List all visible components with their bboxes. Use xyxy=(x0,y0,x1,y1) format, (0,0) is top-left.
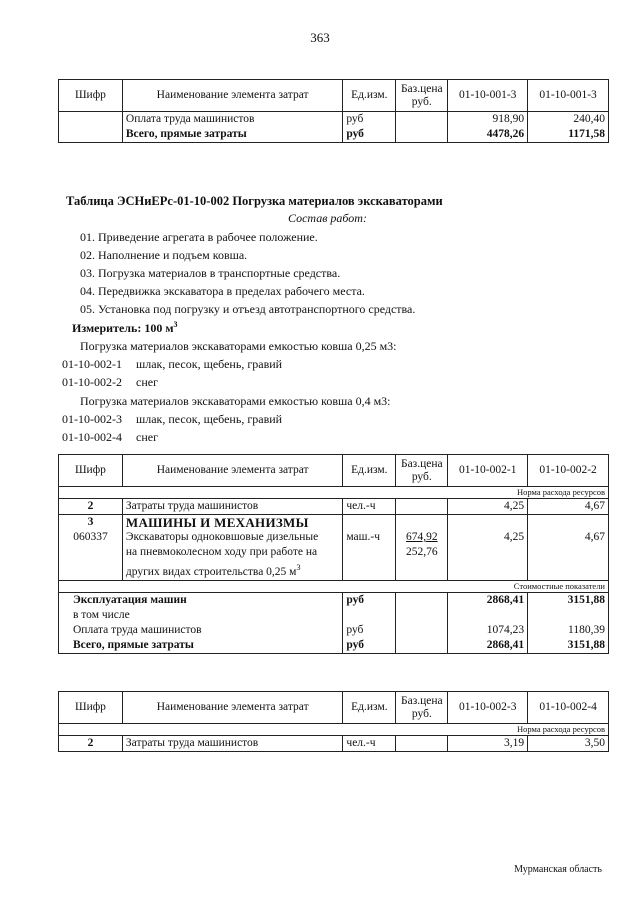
work-item: 05. Установка под погрузку и отъезд автотранспортного средства. xyxy=(80,302,416,316)
table-row: Всего, прямые затраты руб 2868,41 3151,88 xyxy=(59,638,609,654)
table-01-10-002-3-4 xyxy=(58,691,609,752)
header-col1: 01-10-002-1 xyxy=(448,455,528,487)
table-row: 3 МАШИНЫ И МЕХАНИЗМЫ xyxy=(59,515,609,531)
page-number: 363 xyxy=(310,30,330,45)
table-row: Эксплуатация машин руб 2868,41 3151,88 xyxy=(59,592,609,608)
work-item: 02. Наполнение и подъем ковша. xyxy=(80,248,248,262)
item-code: 01-10-002-2 xyxy=(62,375,122,389)
header-unit: Ед.изм. xyxy=(343,455,396,487)
header-col1: 01-10-002-3 xyxy=(448,692,528,724)
header-base-price: Баз.цена руб. xyxy=(396,455,448,487)
header-col2: 01-10-002-2 xyxy=(528,455,609,487)
table-row: Всего, прямые затраты руб 4478,26 1171,58 xyxy=(59,127,609,143)
table-row: 060337 Экскаваторы одноковшовые дизельные на пневмоколесном ходу при работе на других видах строительства 0,25 $м^3$ маш.-ч 674,92 252,76 4,25 4,67 xyxy=(59,530,609,580)
cost-label: Стоимостные показатели xyxy=(59,580,609,592)
header-col1: 01-10-001-3 xyxy=(448,80,528,112)
table-row: Оплата труда машинистов руб 918,90 240,40 xyxy=(59,112,609,128)
item-text: шлак, песок, щебень, гравий xyxy=(136,412,283,426)
item-text: снег xyxy=(136,375,158,389)
work-item: 01. Приведение агрегата в рабочее положение. xyxy=(80,230,318,244)
item-text: снег xyxy=(136,430,158,444)
machines-title: МАШИНЫ И МЕХАНИЗМЫ xyxy=(122,515,342,531)
footer-region: Мурманская область xyxy=(514,864,602,875)
section-title: Таблица ЭСНиЕРс-01-10-002 Погрузка материалов экскаваторами xyxy=(66,194,443,208)
table-01-10-002-1-2 xyxy=(58,454,609,654)
table-row: 2 Затраты труда машинистов чел.-ч 4,25 4,67 xyxy=(59,499,609,515)
item-text: шлак, песок, щебень, гравий xyxy=(136,357,283,371)
group-title: Погрузка материалов экскаваторами емкостью ковша 0,4 м3: xyxy=(80,394,391,408)
table-01-10-001 xyxy=(58,79,609,143)
header-code: Шифр xyxy=(59,692,123,724)
group-title: Погрузка материалов экскаваторами емкостью ковша 0,25 м3: xyxy=(80,339,397,353)
item-code: 01-10-002-4 xyxy=(62,430,122,444)
header-code: Шифр xyxy=(59,455,123,487)
item-code: 01-10-002-3 xyxy=(62,412,122,426)
work-item: 03. Погрузка материалов в транспортные средства. xyxy=(80,266,341,280)
header-unit: Ед.изм. xyxy=(343,692,396,724)
header-name: Наименование элемента затрат xyxy=(122,692,343,724)
meter: Измеритель: 100 $м^3$ xyxy=(72,320,178,335)
work-composition-title: Состав работ: xyxy=(288,211,367,225)
norm-label: Норма расхода ресурсов xyxy=(59,724,609,736)
table-row: в том числе xyxy=(59,608,609,623)
header-name: Наименование элемента затрат xyxy=(122,455,342,487)
work-item: 04. Передвижка экскаватора в пределах рабочего места. xyxy=(80,284,365,298)
table-row: 2 Затраты труда машинистов чел.-ч 3,19 3,50 xyxy=(59,736,609,752)
header-col2: 01-10-002-4 xyxy=(528,692,609,724)
header-name: Наименование элемента затрат xyxy=(122,80,342,112)
table-row: Оплата труда машинистов руб 1074,23 1180,39 xyxy=(59,623,609,638)
norm-label: Норма расхода ресурсов xyxy=(59,487,609,499)
item-code: 01-10-002-1 xyxy=(62,357,122,371)
header-base-price: Баз.цена руб. xyxy=(396,692,448,724)
header-col2: 01-10-001-3 xyxy=(528,80,609,112)
header-base-price: Баз.цена руб. xyxy=(396,80,448,112)
header-unit: Ед.изм. xyxy=(343,80,396,112)
header-code: Шифр xyxy=(59,80,123,112)
